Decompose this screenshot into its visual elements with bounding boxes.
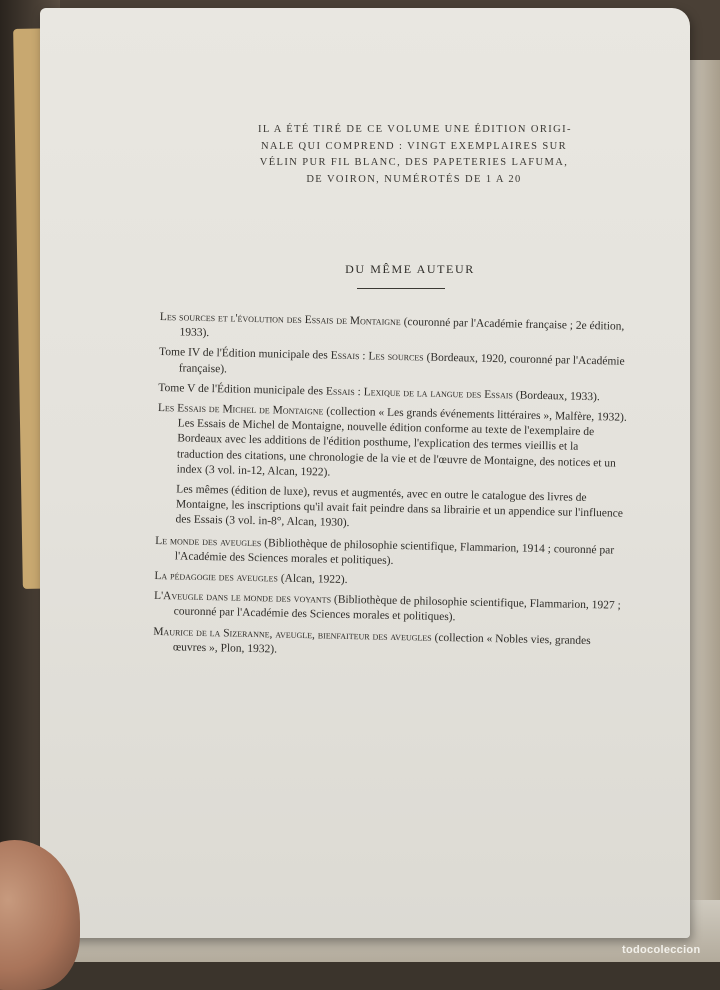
work-entry: Les Essais de Michel de Montaigne (collection « Les grands événements littéraires », Malfère, 1932). Les Essais de Michel de Montaigne, nouvelle édition conforme au texte de l'exemplaire de Bordeaux avec les additions de l'édition posthume, l'explication des termes vieillis et la traduction des citations, une chronologie de la vie et de l'œuvre de Montaigne, des notices et un index (3 vol. in-12, Alcan, 1922).: [157, 401, 627, 479]
section-heading: DU MÊME AUTEUR: [345, 262, 475, 276]
work-entry: Les sources et l'évolution des Essais de Montaigne (couronné par l'Académie française ; 2e édition, 1933).: [159, 310, 625, 340]
justification-line: DE VOIRON, NUMÉROTÉS DE 1 A 20: [306, 173, 522, 185]
justification-line: VÉLIN PUR FIL BLANC, DES PAPETERIES LAFUMA,: [259, 157, 569, 168]
work-title: Essais : Lexique de la langue des Essais: [325, 385, 514, 402]
watermark-logo: todocoleccion: [622, 944, 701, 956]
work-entry: Le monde des aveugles (Bibliothèque de philosophie scientifique, Flammarion, 1914 ; couronné par l'Académie des Sciences morales et politiques).: [155, 534, 615, 567]
work-entry: Tome V de l'Édition municipale des Essais : Lexique de la langue des Essais (Bordeaux, 1933).: [158, 381, 600, 404]
works-list: [153, 310, 630, 670]
heading-rule: [357, 288, 445, 289]
justification-line: NALE QUI COMPREND : VINGT EXEMPLAIRES SUR: [260, 140, 568, 152]
work-title: La pédagogie des aveugles: [154, 569, 279, 585]
work-entry-luxe: Les mêmes (édition de luxe), revus et augmentés, avec en outre le catalogue des livres de Montaigne, les inscriptions qu'il avait fait peindre dans sa librairie et un appendice sur l'influence des Essais (3 vol. in-8°, Alcan, 1930).: [175, 483, 624, 530]
justification-tirage: [258, 122, 570, 188]
work-title: Les Essais de Michel de Montaigne: [157, 401, 324, 418]
work-title: Les sources et l'évolution des Essais de Montaigne: [159, 310, 401, 329]
work-entry: Maurice de la Sizeranne, aveugle, bienfaiteur des aveugles (collection « Nobles vies, grandes œuvres », Plon, 1932).: [153, 625, 591, 656]
work-title: L'Aveugle dans le monde des voyants: [153, 590, 332, 606]
work-title: Maurice de la Sizeranne, aveugle, bienfaiteur des aveugles: [153, 625, 432, 644]
work-entry: L'Aveugle dans le monde des voyants (Bibliothèque de philosophie scientifique, Flammarion, 1927 ; couronné par l'Académie des Sciences morales et politiques).: [153, 590, 621, 624]
work-title: Le monde des aveugles: [155, 534, 262, 549]
work-title: Essais : Les sources: [330, 349, 424, 364]
work-entry: Tome IV de l'Édition municipale des Essais : Les sources (Bordeaux, 1920, couronné par l'Académie française).: [158, 346, 625, 376]
justification-line: IL A ÉTÉ TIRÉ DE CE VOLUME UNE ÉDITION ORIGI-: [258, 124, 572, 135]
work-entry: La pédagogie des aveugles (Alcan, 1922).: [154, 569, 348, 587]
